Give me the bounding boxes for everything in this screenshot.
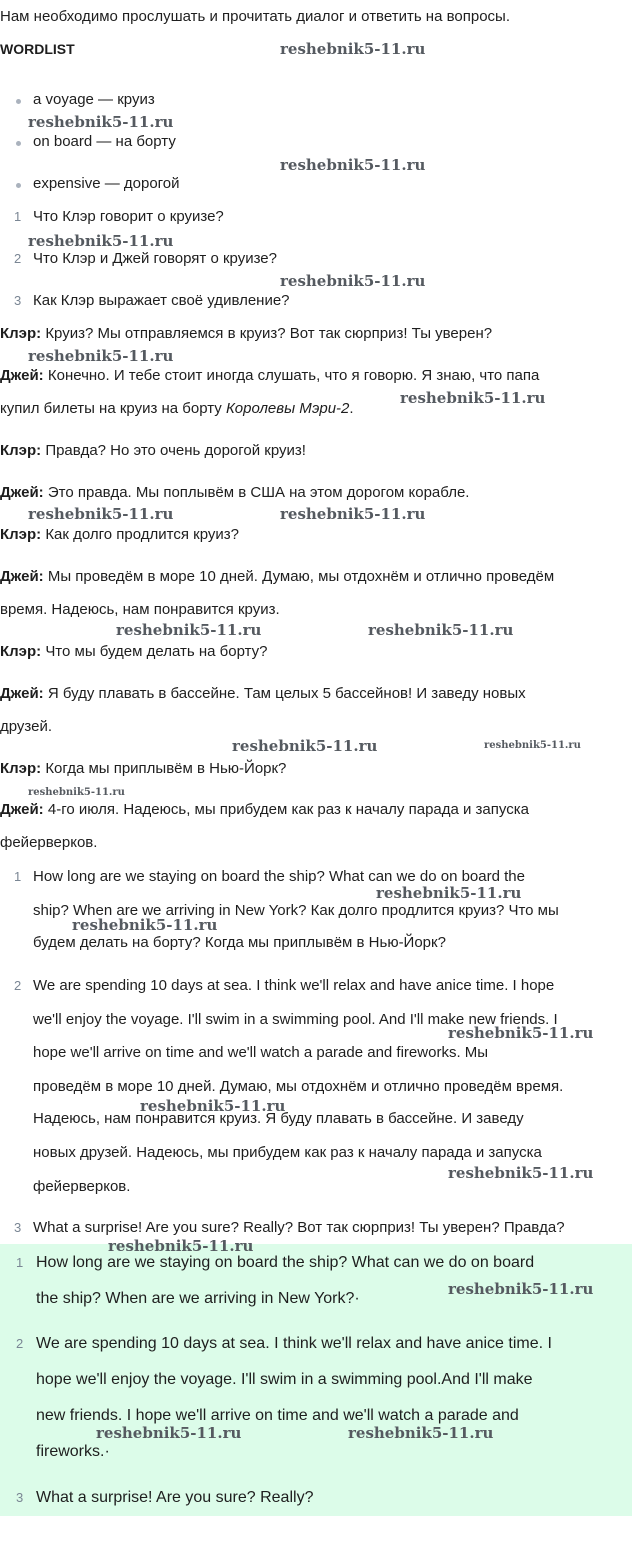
- answer-number: 1: [14, 869, 22, 884]
- watermark: reshebnik5-11.ru: [108, 1237, 254, 1255]
- answer-line: проведём в море 10 дней. Думаю, мы отдохнём и отлично проведём время.: [33, 1078, 564, 1095]
- watermark: reshebnik5-11.ru: [368, 621, 514, 639]
- dialogue-line: Джей: 4-го июля. Надеюсь, мы прибудем как раз к началу парада и запуска: [0, 801, 529, 818]
- dialogue-line: Клэр: Круиз? Мы отправляемся в круиз? Вот так сюрприз! Ты уверен?: [0, 325, 493, 342]
- answer-line: new friends. I hope we'll arrive on time and we'll watch a parade and: [36, 1407, 519, 1424]
- watermark: reshebnik5-11.ru: [28, 113, 174, 131]
- dialogue-line: Джей: Я буду плавать в бассейне. Там целых 5 бассейнов! И заведу новых: [0, 685, 526, 702]
- watermark: reshebnik5-11.ru: [28, 232, 174, 250]
- question-number: 2: [14, 251, 22, 266]
- bullet-icon: [16, 141, 21, 146]
- watermark: reshebnik5-11.ru: [280, 505, 426, 523]
- dialogue-line: фейерверков.: [0, 834, 98, 851]
- dialogue-line: Клэр: Когда мы приплывём в Нью-Йорк?: [0, 760, 287, 777]
- watermark: reshebnik5-11.ru: [484, 740, 581, 751]
- dialogue-line: Клэр: Что мы будем делать на борту?: [0, 643, 268, 660]
- answer-line: hope we'll enjoy the voyage. I'll swim in a swimming pool.And I'll make: [36, 1371, 533, 1388]
- watermark: reshebnik5-11.ru: [280, 40, 426, 58]
- answer-line: What a surprise! Are you sure? Really?: [36, 1489, 314, 1506]
- wordlist-item: a voyage — круиз: [33, 91, 155, 108]
- watermark: reshebnik5-11.ru: [280, 272, 426, 290]
- watermark: reshebnik5-11.ru: [448, 1024, 594, 1042]
- instruction-text: Нам необходимо прослушать и прочитать диалог и ответить на вопросы.: [0, 8, 510, 25]
- watermark: reshebnik5-11.ru: [376, 884, 522, 902]
- watermark: reshebnik5-11.ru: [280, 156, 426, 174]
- watermark: reshebnik5-11.ru: [348, 1424, 494, 1442]
- watermark: reshebnik5-11.ru: [96, 1424, 242, 1442]
- answer-number: 2: [14, 978, 22, 993]
- watermark: reshebnik5-11.ru: [28, 787, 125, 798]
- answer-line: We are spending 10 days at sea. I think we'll relax and have anice time. I hope: [33, 977, 555, 994]
- watermark: reshebnik5-11.ru: [232, 737, 378, 755]
- answer-line: fireworks.·: [36, 1443, 110, 1460]
- answer-line: hope we'll arrive on time and we'll watch a parade and fireworks. Мы: [33, 1044, 489, 1061]
- bullet-icon: [16, 183, 21, 188]
- answer-line: How long are we staying on board the ship? What can we do on board the: [33, 868, 525, 885]
- answer-line: We are spending 10 days at sea. I think we'll relax and have anice time. I: [36, 1335, 552, 1352]
- answer-number: 2: [16, 1336, 24, 1351]
- answer-line: новых друзей. Надеюсь, мы прибудем как раз к началу парада и запуска: [33, 1144, 542, 1161]
- answer-number: 3: [16, 1490, 24, 1505]
- answer-line: фейерверков.: [33, 1178, 131, 1195]
- answer-line: How long are we staying on board the ship? What can we do on board: [36, 1254, 535, 1271]
- dialogue-line: друзей.: [0, 718, 53, 735]
- watermark: reshebnik5-11.ru: [140, 1097, 286, 1115]
- dialogue-line: Клэр: Правда? Но это очень дорогой круиз!: [0, 442, 306, 459]
- answer-line: we'll enjoy the voyage. I'll swim in a swimming pool. And I'll make new friends. I: [33, 1011, 558, 1028]
- question-number: 3: [14, 293, 22, 308]
- question-number: 1: [14, 209, 22, 224]
- wordlist-title: WORDLIST: [0, 41, 75, 57]
- dialogue-line: Клэр: Как долго продлится круиз?: [0, 526, 239, 543]
- watermark: reshebnik5-11.ru: [72, 916, 218, 934]
- dialogue-line: Джей: Конечно. И тебе стоит иногда слушать, что я говорю. Я знаю, что папа: [0, 367, 540, 384]
- question-text: Как Клэр выражает своё удивление?: [33, 292, 290, 309]
- watermark: reshebnik5-11.ru: [448, 1164, 594, 1182]
- dialogue-line: время. Надеюсь, нам понравится круиз.: [0, 601, 280, 618]
- bullet-icon: [16, 99, 21, 104]
- question-text: Что Клэр и Джей говорят о круизе?: [33, 250, 277, 267]
- watermark: reshebnik5-11.ru: [400, 389, 546, 407]
- watermark: reshebnik5-11.ru: [116, 621, 262, 639]
- answer-line: ship? When are we arriving in New York? Как долго продлится круиз? Что мы: [33, 902, 559, 919]
- dialogue-line: Джей: Это правда. Мы поплывём в США на этом дорогом корабле.: [0, 484, 470, 501]
- answer-number: 3: [14, 1220, 22, 1235]
- wordlist-item: expensive — дорогой: [33, 175, 180, 192]
- dialogue-line: Джей: Мы проведём в море 10 дней. Думаю, мы отдохнём и отлично проведём: [0, 568, 555, 585]
- answer-line: the ship? When are we arriving in New York?·: [36, 1290, 360, 1307]
- watermark: reshebnik5-11.ru: [28, 347, 174, 365]
- wordlist-item: on board — на борту: [33, 133, 176, 150]
- answer-line: Надеюсь, нам понравится круиз. Я буду плавать в бассейне. И заведу: [33, 1110, 524, 1127]
- answer-line: будем делать на борту? Когда мы приплывём в Нью-Йорк?: [33, 934, 446, 951]
- answer-line: What a surprise! Are you sure? Really? Вот так сюрприз! Ты уверен? Правда?: [33, 1219, 565, 1236]
- question-text: Что Клэр говорит о круизе?: [33, 208, 224, 225]
- dialogue-line: купил билеты на круиз на борту Королевы Мэри-2.: [0, 400, 354, 417]
- watermark: reshebnik5-11.ru: [28, 505, 174, 523]
- watermark: reshebnik5-11.ru: [448, 1280, 594, 1298]
- answer-number: 1: [16, 1255, 24, 1270]
